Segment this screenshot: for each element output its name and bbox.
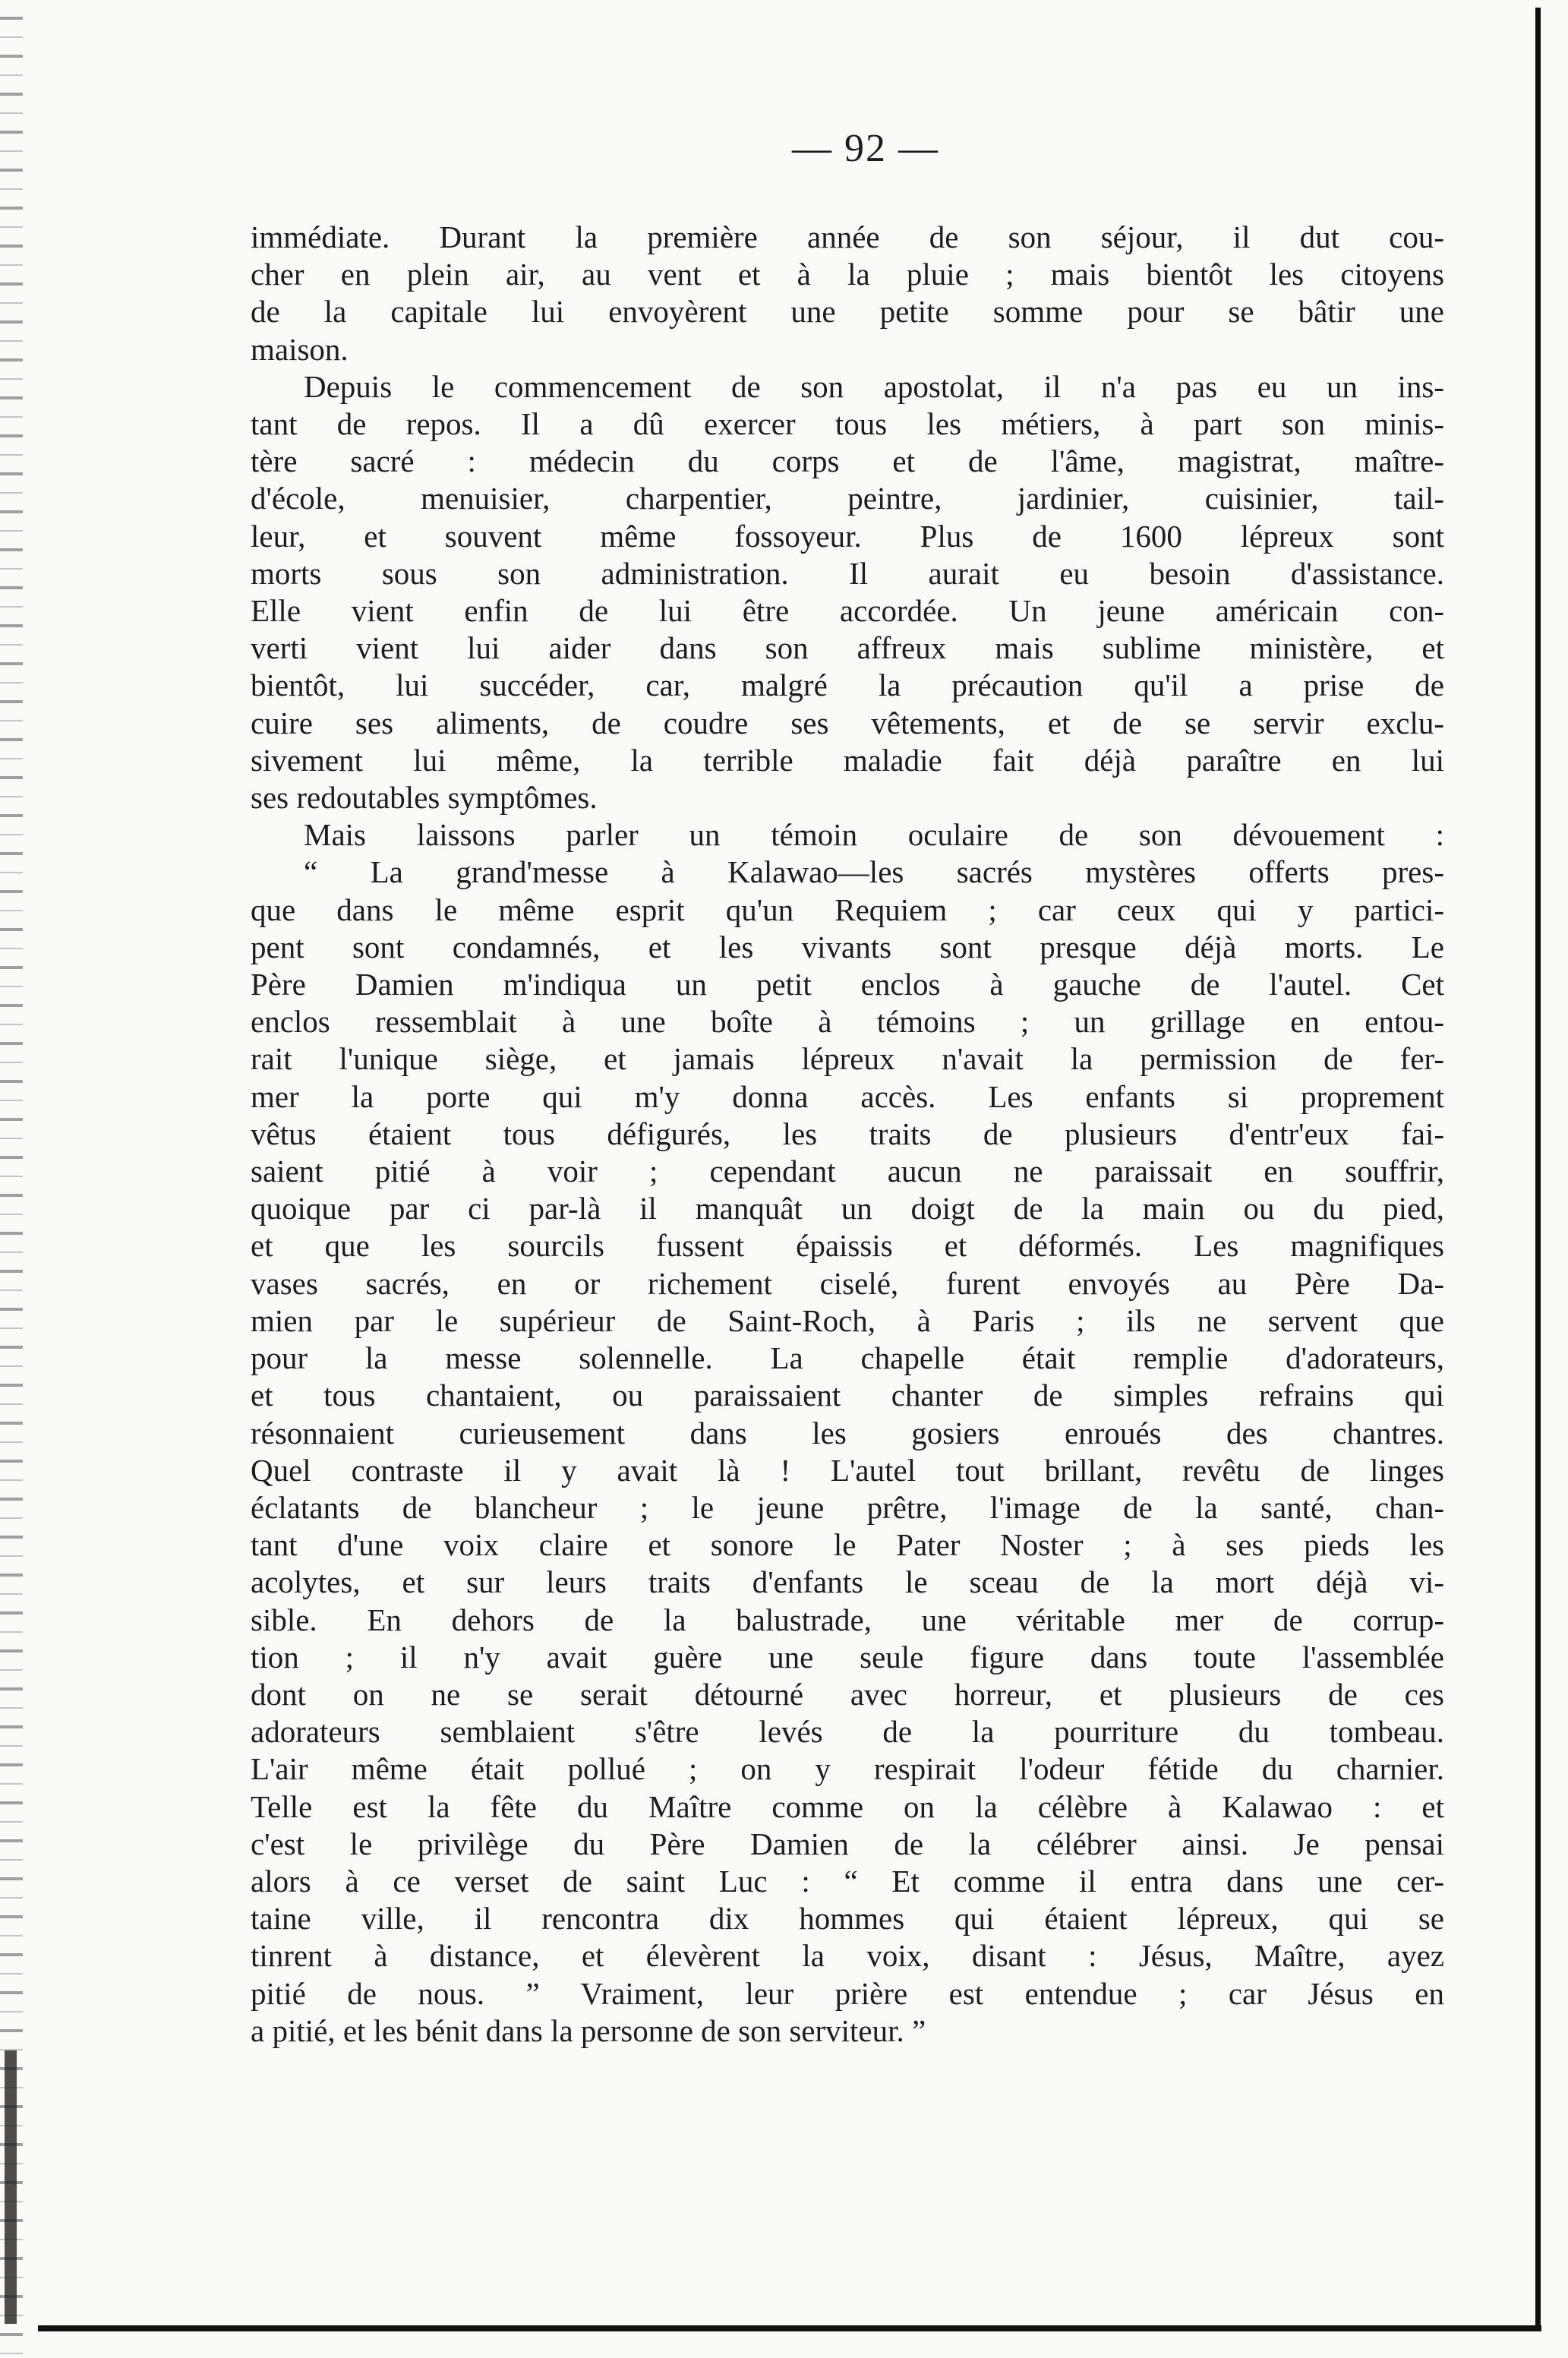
- text-line: verti vient lui aider dans son affreux mais sublime ministère, et: [251, 630, 1444, 666]
- text-line: Depuis le commencement de son apostolat, il n'a pas eu un ins-: [304, 368, 1444, 404]
- text-line: ses redoutables symptômes.: [251, 780, 598, 816]
- text-line: et tous chantaient, ou paraissaient chanter de simples refrains qui: [251, 1378, 1444, 1413]
- text-line: taine ville, il rencontra dix hommes qui étaient lépreux, qui se: [251, 1901, 1444, 1937]
- page-number: — 92 —: [792, 127, 939, 170]
- text-line: maison.: [251, 331, 349, 367]
- text-line: et que les sourcils fussent épaissis et déformés. Les magnifiques: [251, 1228, 1444, 1264]
- text-line: tion ; il n'y avait guère une seule figure dans toute l'assemblée: [251, 1639, 1444, 1675]
- text-line: cuire ses aliments, de coudre ses vêtements, et de se servir exclu-: [251, 705, 1444, 740]
- text-line: cher en plein air, au vent et à la pluie ; mais bientôt les citoyens: [251, 257, 1444, 292]
- text-line: vêtus étaient tous défigurés, les traits de plusieurs d'entr'eux fai-: [251, 1116, 1444, 1151]
- text-line: enclos ressemblait à une boîte à témoins ; un grillage en entou-: [251, 1004, 1444, 1040]
- text-line: alors à ce verset de saint Luc : “ Et comme il entra dans une cer-: [251, 1863, 1444, 1899]
- text-line: tant d'une voix claire et sonore le Pater Noster ; à ses pieds les: [251, 1527, 1444, 1563]
- text-line: de la capitale lui envoyèrent une petite somme pour se bâtir une: [251, 294, 1444, 330]
- text-line: mer la porte qui m'y donna accès. Les enfants si proprement: [251, 1078, 1444, 1114]
- text-line: tinrent à distance, et élevèrent la voix, disant : Jésus, Maître, ayez: [251, 1938, 1444, 1974]
- text-line: d'école, menuisier, charpentier, peintre, jardinier, cuisinier, tail-: [251, 481, 1444, 516]
- scan-binding-shadow: [5, 2050, 17, 2324]
- text-line: Père Damien m'indiqua un petit enclos à gauche de l'autel. Cet: [251, 967, 1444, 1002]
- text-line: éclatants de blancheur ; le jeune prêtre, l'image de la santé, chan-: [251, 1489, 1444, 1525]
- text-line: que dans le même esprit qu'un Requiem ; car ceux qui y partici-: [251, 892, 1444, 927]
- text-line: L'air même était pollué ; on y respirait l'odeur fétide du charnier.: [251, 1751, 1444, 1787]
- text-line: pour la messe solennelle. La chapelle était remplie d'adorateurs,: [251, 1340, 1444, 1376]
- text-line: adorateurs semblaient s'être levés de la pourriture du tombeau.: [251, 1714, 1444, 1750]
- text-line: immédiate. Durant la première année de son séjour, il dut cou-: [251, 219, 1444, 254]
- text-line: Telle est la fête du Maître comme on la célèbre à Kalawao : et: [251, 1788, 1444, 1824]
- text-line: dont on ne se serait détourné avec horreur, et plusieurs de ces: [251, 1676, 1444, 1712]
- text-line: pent sont condamnés, et les vivants sont presque déjà morts. Le: [251, 929, 1444, 964]
- text-line: a pitié, et les bénit dans la personne de son serviteur. ”: [251, 2012, 926, 2048]
- text-line: mien par le supérieur de Saint-Roch, à Paris ; ils ne servent que: [251, 1302, 1444, 1338]
- text-line: bientôt, lui succéder, car, malgré la précaution qu'il a prise de: [251, 668, 1444, 703]
- text-line: résonnaient curieusement dans les gosiers enroués des chantres.: [251, 1415, 1444, 1450]
- text-line: Elle vient enfin de lui être accordée. Un jeune américain con-: [251, 593, 1444, 629]
- scan-left-edge: [0, 0, 23, 2358]
- text-line: vases sacrés, en or richement ciselé, furent envoyés au Père Da-: [251, 1265, 1444, 1301]
- text-line: Mais laissons parler un témoin oculaire de son dévouement :: [304, 817, 1444, 853]
- text-line: quoique par ci par-là il manquât un doigt de la main ou du pied,: [251, 1191, 1444, 1226]
- text-line: c'est le privilège du Père Damien de la célébrer ainsi. Je pensai: [251, 1826, 1444, 1861]
- body-text: [251, 219, 1444, 2050]
- text-line: sivement lui même, la terrible maladie fait déjà paraître en lui: [251, 742, 1444, 778]
- text-line: tère sacré : médecin du corps et de l'âme, magistrat, maître-: [251, 444, 1444, 479]
- text-line: Quel contraste il y avait là ! L'autel tout brillant, revêtu de linges: [251, 1452, 1444, 1488]
- text-line: saient pitié à voir ; cependant aucun ne paraissait en souffrir,: [251, 1154, 1444, 1189]
- text-line: rait l'unique siège, et jamais lépreux n'avait la permission de fer-: [251, 1041, 1444, 1077]
- text-line: tant de repos. Il a dû exercer tous les métiers, à part son minis-: [251, 406, 1444, 442]
- text-line: “ La grand'messe à Kalawao—les sacrés mystères offerts pres-: [304, 854, 1444, 890]
- text-line: pitié de nous. ” Vraiment, leur prière est entendue ; car Jésus en: [251, 1975, 1444, 2011]
- text-line: acolytes, et sur leurs traits d'enfants le sceau de la mort déjà vi-: [251, 1564, 1444, 1600]
- page-border-right: [1535, 8, 1541, 2331]
- text-line: leur, et souvent même fossoyeur. Plus de 1600 lépreux sont: [251, 518, 1444, 554]
- text-line: morts sous son administration. Il aurait eu besoin d'assistance.: [251, 555, 1444, 591]
- text-line: sible. En dehors de la balustrade, une véritable mer de corrup-: [251, 1602, 1444, 1637]
- page-border-bottom: [38, 2325, 1541, 2331]
